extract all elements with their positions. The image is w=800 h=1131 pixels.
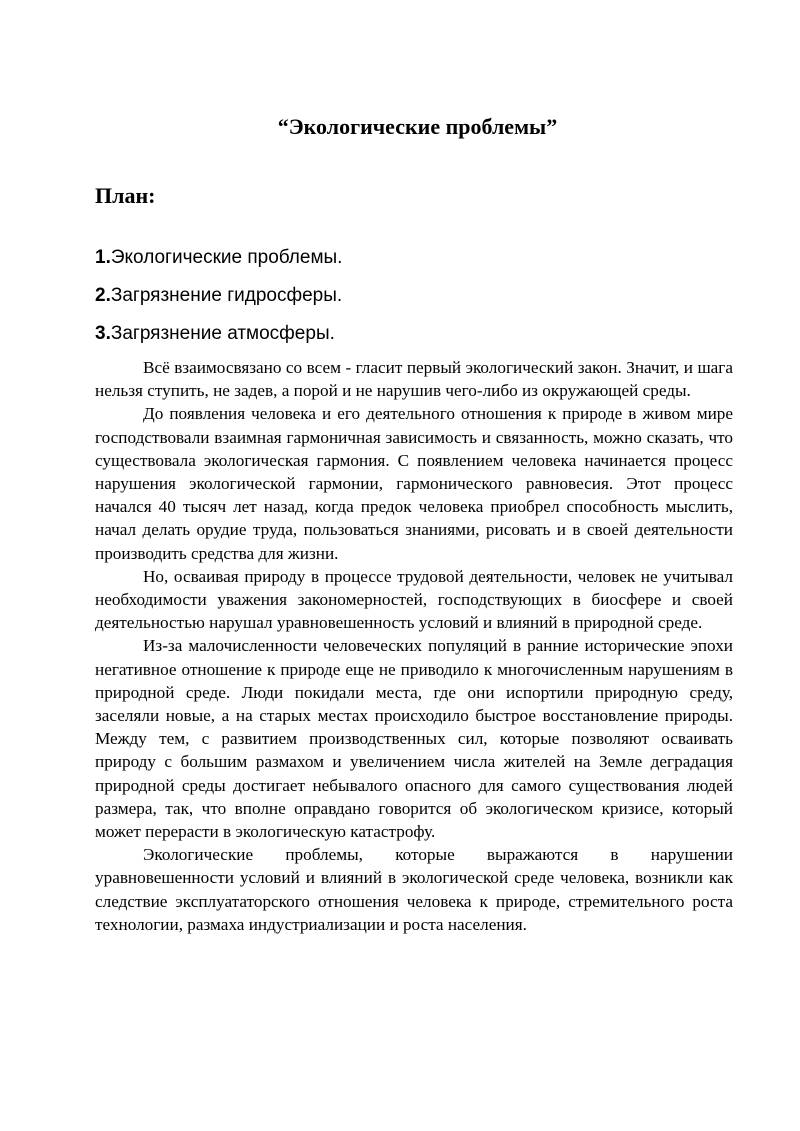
body-text xyxy=(95,356,733,936)
plan-item xyxy=(95,245,342,283)
plan-heading: План: xyxy=(95,183,156,208)
paragraph: До появления человека и его деятельного отношения к природе в живом мире господствовали взаимная гармоничная зависимость и связанность, можно сказать, что существовала экологическая гармония. С появлением человека начинается процесс нарушения экологической гармонии, гармонического равновесия. Этот процесс начался 40 тысяч лет назад, когда предок человека приобрел способность мыслить, начал делать орудие труда, пользоваться знаниями, рисовать и в своей деятельности производить средства для жизни. xyxy=(95,404,733,563)
plan-item-text: Экологические проблемы. xyxy=(110,247,343,268)
plan-list xyxy=(95,245,342,359)
document-title: “Экологические проблемы” xyxy=(277,114,558,139)
plan-item-number: 1. xyxy=(95,247,111,268)
plan-item xyxy=(95,283,342,321)
plan-item-text: Загрязнение гидросферы. xyxy=(110,285,343,306)
paragraph: Но, осваивая природу в процессе трудовой деятельности, человек не учитывал необходимости уважения закономерностей, господствующих в биосфере и своей деятельностью нарушал уравновешенность условий и влияний в природной среде. xyxy=(95,566,733,633)
paragraph: Экологические проблемы, которые выражаются в нарушении уравновешенности условий и влияний в экологической среде человека, возникли как следствие эксплуататорского отношения человека к природе, стремительного роста технологии, размаха индустриализации и роста населения. xyxy=(95,845,733,934)
paragraph: Всё взаимосвязано со всем - гласит первый экологический закон. Значит, и шага нельзя ступить, не задев, а порой и не нарушив чего-либо из окружающей среды. xyxy=(95,358,733,401)
plan-item-number: 3. xyxy=(95,323,111,344)
plan-item-text: Загрязнение атмосферы. xyxy=(110,323,335,344)
plan-item-number: 2. xyxy=(95,285,111,306)
paragraph: Из-за малочисленности человеческих популяций в ранние исторические эпохи негативное отношение к природе еще не приводило к многочисленным нарушениям в природной среде. Люди покидали места, где они испортили природную среду, заселяли новые, а на старых местах происходило быстрое восстановление природы. Между тем, с развитием производственных сил, которые позволяют осваивать природу с большим размахом и увеличением числа жителей на Земле деградация природной среды достигает небывалого опасного для самого существования людей размера, так, что вполне оправдано говорится об экологическом кризисе, который может перерасти в экологическую катастрофу. xyxy=(95,636,733,842)
plan-item xyxy=(95,321,342,359)
